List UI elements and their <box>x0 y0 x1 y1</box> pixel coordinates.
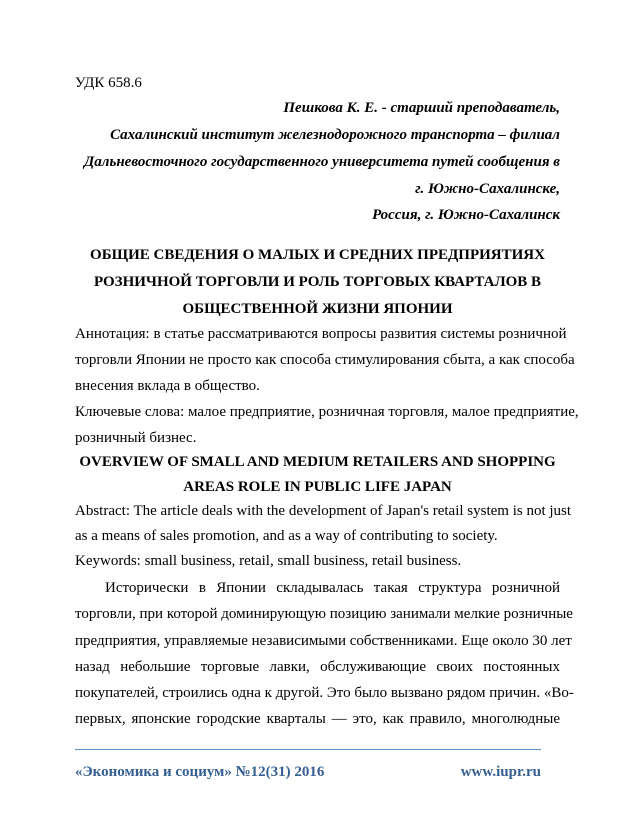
body-line: первых, японские городские кварталы — это, как правило, многолюдные <box>75 711 560 727</box>
title-en-line: OVERVIEW OF SMALL AND MEDIUM RETAILERS AND SHOPPING <box>79 454 556 470</box>
title-en-line: AREAS ROLE IN PUBLIC LIFE JAPAN <box>183 479 452 495</box>
body-line: назад небольшие торговые лавки, обслуживающие своих постоянных <box>75 659 560 675</box>
abstract-en-line: as a means of sales promotion, and as a way of contributing to society. <box>75 528 498 544</box>
body-line: покупателей, строились одна к другой. Это было вызвано рядом причин. «Во- <box>75 685 574 701</box>
footer-divider <box>75 749 541 750</box>
title-ru-line: ОБЩЕСТВЕННОЙ ЖИЗНИ ЯПОНИИ <box>182 301 453 317</box>
annotation-ru-line: торговли Японии не просто как способа стимулирования сбыта, а как способа <box>75 352 575 368</box>
annotation-ru-line: Аннотация: в статье рассматриваются вопросы развития системы розничной <box>75 326 567 342</box>
keywords-ru-line: розничный бизнес. <box>75 430 197 446</box>
author-line: Россия, г. Южно-Сахалинск <box>372 207 560 223</box>
keywords-en: Keywords: small business, retail, small business, retail business. <box>75 553 462 569</box>
author-line: г. Южно-Сахалинске, <box>415 181 560 197</box>
keywords-ru-line: Ключевые слова: малое предприятие, розничная торговля, малое предприятие, <box>75 404 579 420</box>
body-line: торговли, при которой доминирующую позицию занимали мелкие розничные <box>75 606 573 622</box>
footer-journal: «Экономика и социум» №12(31) 2016 <box>75 764 325 780</box>
author-line: Дальневосточного государственного университета путей сообщения в <box>84 154 560 170</box>
body-line: предприятия, управляемые независимыми собственниками. Еще около 30 лет <box>75 633 572 649</box>
author-line: Пешкова К. Е. - старший преподаватель, <box>283 100 560 116</box>
author-line: Сахалинский институт железнодорожного транспорта – филиал <box>110 127 560 143</box>
abstract-en-line: Abstract: The article deals with the development of Japan's retail system is not just <box>75 503 572 519</box>
title-ru-line: РОЗНИЧНОЙ ТОРГОВЛИ И РОЛЬ ТОРГОВЫХ КВАРТАЛОВ В <box>93 274 542 290</box>
udc-code: УДК 658.6 <box>75 75 142 91</box>
annotation-ru-line: внесения вклада в общество. <box>75 378 260 394</box>
body-line: Исторически в Японии складывалась такая структура розничной <box>105 580 560 596</box>
footer-website-link[interactable]: www.iupr.ru <box>460 764 541 780</box>
title-ru-line: ОБЩИЕ СВЕДЕНИЯ О МАЛЫХ И СРЕДНИХ ПРЕДПРИЯТИЯХ <box>90 247 545 263</box>
